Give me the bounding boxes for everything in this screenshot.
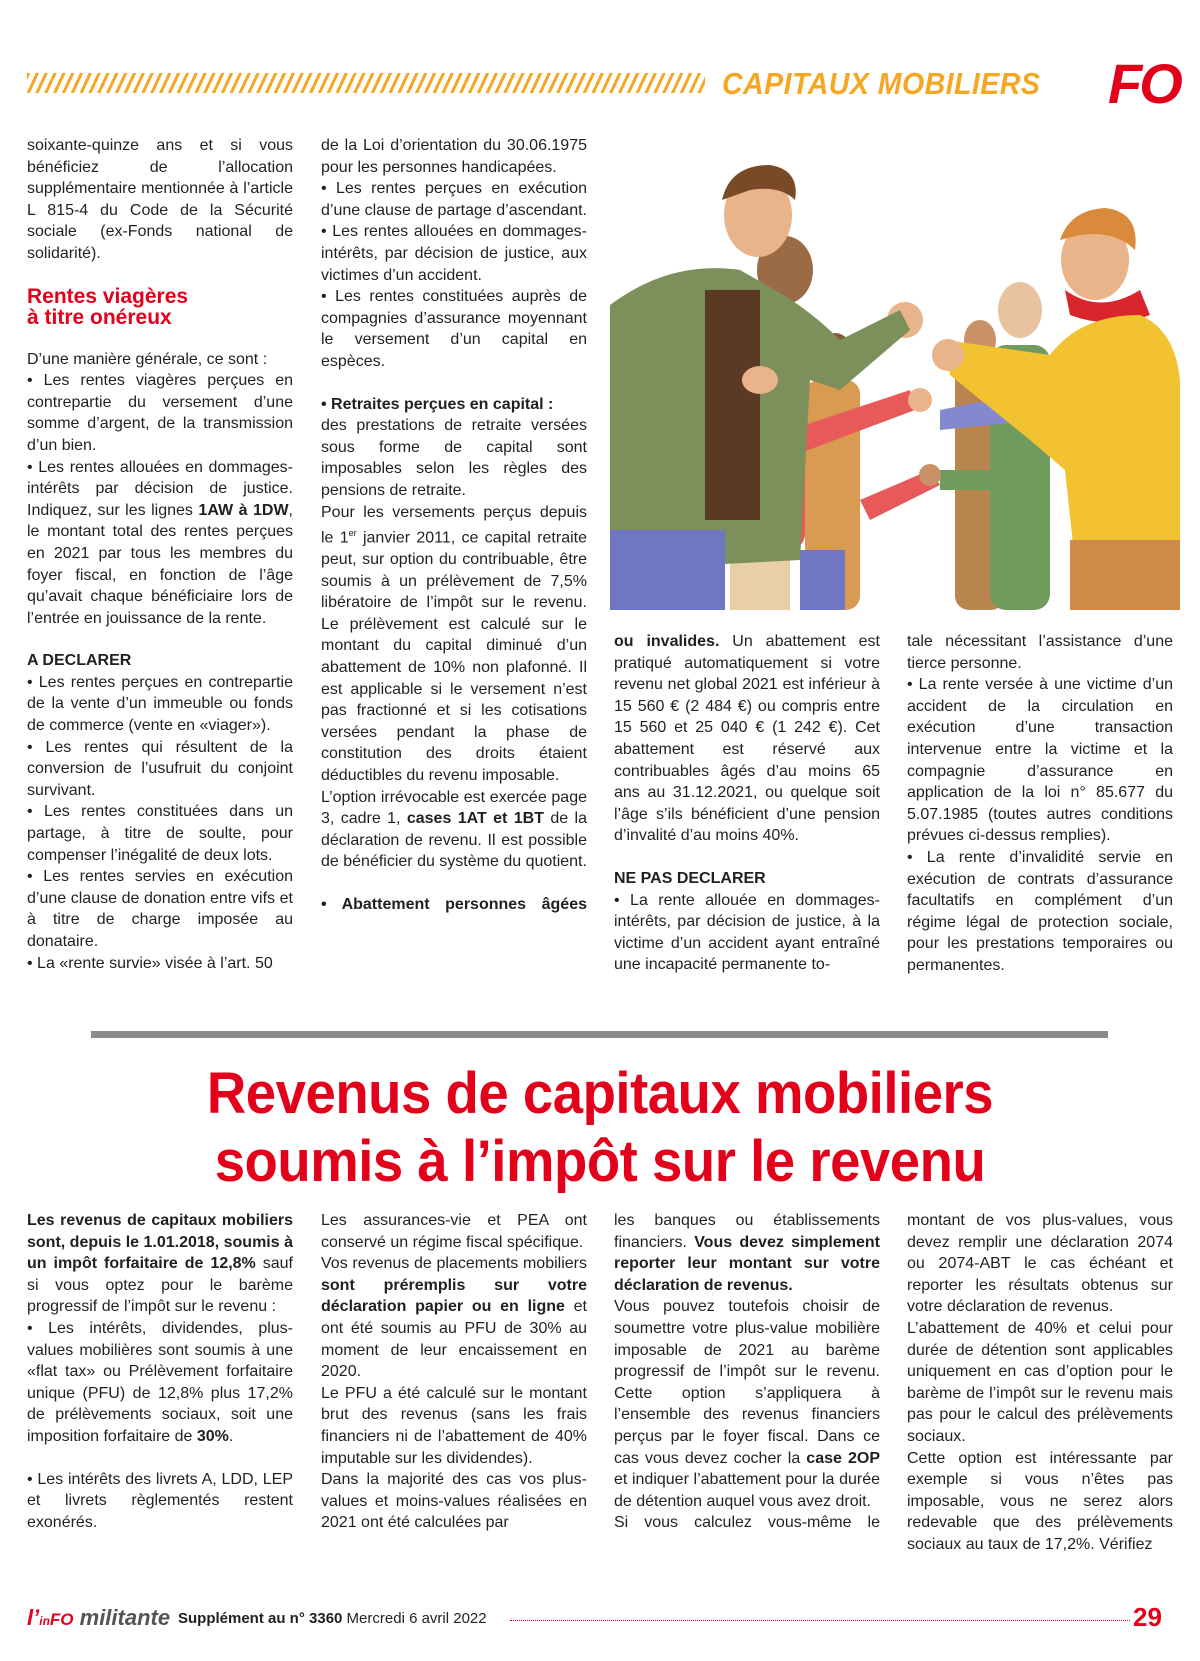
paragraph: Si vous calculez vous-même le <box>614 1514 880 1532</box>
footer-dotted-rule <box>510 1620 1130 1621</box>
top-article-column-3 <box>614 631 880 976</box>
paragraph: D’une manière générale, ce sont : <box>27 350 268 368</box>
section-title: CAPITAUX MOBILIERS <box>722 66 1041 101</box>
top-article-column-1 <box>27 135 293 974</box>
main-article-column-2 <box>321 1210 587 1534</box>
lead-paragraph: Les revenus de capitaux mobiliers sont, depuis le 1.01.2018, soumis à un impôt forfaitaire de 12,8% sauf si vous optez pour le barème progressif de l’impôt sur le revenu : <box>27 1212 294 1316</box>
main-article-column-1 <box>27 1210 293 1533</box>
article-title: Revenus de capitaux mobiliers soumis à l’impôt sur le revenu <box>206 1061 994 1194</box>
illustration-group-joining-hands <box>610 140 1180 610</box>
paragraph: soixante-quinze ans et si vous bénéficiez de l’allocation supplémentaire mentionnée à l’article L 815-4 du Code de la Sécurité sociale (ex-Fonds national de solidarité). <box>27 137 293 262</box>
list-item: • Les intérêts, dividendes, plus-values mobilières sont soumis à une «flat tax» ou Prélèvement forfaitaire unique (PFU) de 12,8% plus 17,2% de prélèvements sociaux, soit une imposition forfaitaire de 30%. <box>27 1319 293 1445</box>
list-item: • La «rente survie» visée à l’art. 50 <box>27 954 273 972</box>
list-item: • Les rentes qui résultent de la conversion de l’usufruit du conjoint survivant. <box>27 738 293 799</box>
subheading-rentes-viageres: Rentes viagères à titre onéreux <box>27 284 189 329</box>
paragraph: tale nécessitant l’assistance d’une tierce personne. <box>907 633 1173 672</box>
list-item: • Les rentes allouées en dommages-intérêts, par décision de justice, aux victimes d’un accident. <box>321 223 587 284</box>
list-item: • Les rentes perçues en exécution d’une clause de partage d’ascendant. <box>321 180 587 219</box>
list-item: • Les rentes constituées auprès de compagnies d’assurance moyennant le versement d’un capital en espèces. <box>321 288 587 370</box>
list-item: • La rente versée à une victime d’un accident de la circulation en exécution d’une transaction intervenue entre la victime et la compagnie d’assurance en application de la loi n° 85.677 du 5.07.1985 (toutes autres conditions prévues ci-dessus remplies). <box>907 676 1173 845</box>
fo-logo: FO <box>1108 52 1180 115</box>
main-article-column-3 <box>614 1210 880 1534</box>
section-divider <box>91 1031 1108 1038</box>
paragraph: Pour les versements perçus depuis le 1er janvier 2011, ce capital retraite peut, sur option du contribuable, être soumis à un prélèvement de 7,5% libératoire de l’impôt sur le revenu. Le prélèvement est calculé sur le montant du capital diminué d’un abattement de 10% non plafonné. Il est applicable si le versement n’est pas fractionné et si les cotisations versées pendant la phase de constitution des droits étaient déductibles du revenu imposable. <box>321 503 588 784</box>
list-item: • La rente d’invalidité servie en exécution de contrats d’assurance facultatifs en complément d’un régime légal de protection sociale, pour les prestations temporaires ou permanentes. <box>907 848 1173 974</box>
list-item: • Les intérêts des livrets A, LDD, LEP et livrets règlementés restent exonérés. <box>27 1470 293 1531</box>
list-item: • Les rentes perçues en contrepartie de la vente d’un immeuble ou fonds de commerce (vente en «viager»). <box>27 673 293 735</box>
page-header <box>0 0 1200 130</box>
page-number: 29 <box>1133 1602 1162 1632</box>
paragraph: les banques ou établissements financiers. Vous devez simplement reporter leur montant sur votre déclaration de revenus. <box>614 1212 881 1294</box>
list-item: • La rente allouée en dommages-intérêts, par décision de justice, à la victime d’un accident ayant entraîné une incapacité permanente to- <box>614 891 880 974</box>
issue-info: Supplément au n° 3360 Mercredi 6 avril 2022 <box>178 1610 487 1627</box>
paragraph: Dans la majorité des cas vos plus-values et moins-values réalisées en 2021 ont été calculées par <box>321 1471 587 1532</box>
decorative-hatch-band <box>27 73 705 93</box>
paragraph: L’abattement de 40% et celui pour durée de détention sont applicables uniquement en cas d’option pour le barème de l’impôt sur le revenu mais pas pour le calcul des prélèvements sociaux. <box>907 1319 1173 1445</box>
heading-a-declarer: A DECLARER <box>27 652 132 670</box>
heading-ne-pas-declarer: NE PAS DECLARER <box>614 869 766 887</box>
paragraph: montant de vos plus-values, vous devez remplir une déclaration 2074 ou 2074-ABT le cas échéant et reporter les résultats obtenus sur votre déclaration de revenus. <box>907 1212 1173 1316</box>
top-article-column-4 <box>907 631 1173 977</box>
paragraph: Vos revenus de placements mobiliers sont préremplis sur votre déclaration papier ou en ligne et ont été soumis au PFU de 30% au moment de leur encaissement en 2020. <box>321 1255 587 1381</box>
paragraph: Les assurances-vie et PEA ont conservé un régime fiscal spécifique. <box>321 1212 587 1251</box>
heading-retraites-capital: • Retraites perçues en capital : <box>321 395 554 413</box>
list-item: • Les rentes viagères perçues en contrepartie du versement d’une somme d’argent, de la transmission d’un bien. <box>27 372 293 454</box>
paragraph: de la Loi d’orientation du 30.06.1975 pour les personnes handicapées. <box>321 137 587 176</box>
info-militante-logo: l’inFO militante <box>27 1605 171 1630</box>
page-footer <box>0 1600 1200 1640</box>
paragraph: Vous pouvez toutefois choisir de soumettre votre plus-value mobilière imposable de 2021 au barème progressif de l’impôt sur le revenu. Cette option s’appliquera à l’ensemble des revenus financiers perçus par le foyer fiscal. Dans ce cas vous devez cocher la case 2OP et indiquer l’abattement pour la durée de détention auquel vous avez droit. <box>614 1298 880 1510</box>
main-article-column-4 <box>907 1210 1173 1556</box>
list-item: • Les rentes constituées dans un partage, à titre de soulte, pour compenser l’inégalité de deux lots. <box>27 803 293 864</box>
list-item: • Les rentes servies en exécution d’une clause de donation entre vifs et à titre de charge imposée au donataire. <box>27 868 293 950</box>
paragraph: Cette option est intéressante par exemple si vous n’êtes pas imposable, vous ne serez alors redevable que des prélèvements sociaux au taux de 17,2%. Vérifiez <box>907 1449 1173 1553</box>
paragraph: Le PFU a été calculé sur le montant brut des revenus (sans les frais financiers ni de l’abattement de 40% imputable sur les dividendes). <box>321 1384 587 1467</box>
paragraph: L’option irrévocable est exercée page 3, cadre 1, cases 1AT et 1BT de la déclaration de revenu. Il est possible de bénéficier du système du quotient. <box>321 788 588 871</box>
top-article-column-2 <box>321 135 587 916</box>
paragraph: ou invalides. Un abattement est pratiqué automatiquement si votre revenu net global 2021 est inférieur à 15 560 € (2 484 €) ou compris entre 15 560 et 25 040 € (1 242 €). Cet abattement est réservé aux contribuables âgés d’au moins 65 ans au 31.12.2021, ou quelque soit l’âge s’ils bénéficient d’une pension d’invalité d’au moins 40%. <box>614 633 880 845</box>
list-item: • Les rentes allouées en dommages-intérêts par décision de justice. Indiquez, sur les lignes 1AW à 1DW, le montant total des rentes perçues en 2021 par tous les membres du foyer fiscal, en fonction de l’âge qu’avait chaque bénéficiaire lors de l’entrée en jouissance de la rente. <box>27 458 293 627</box>
heading-abattement: • Abattement personnes âgées <box>321 895 587 913</box>
paragraph: des prestations de retraite versées sous forme de capital sont imposables selon les règles des pensions de retraite. <box>321 417 587 499</box>
